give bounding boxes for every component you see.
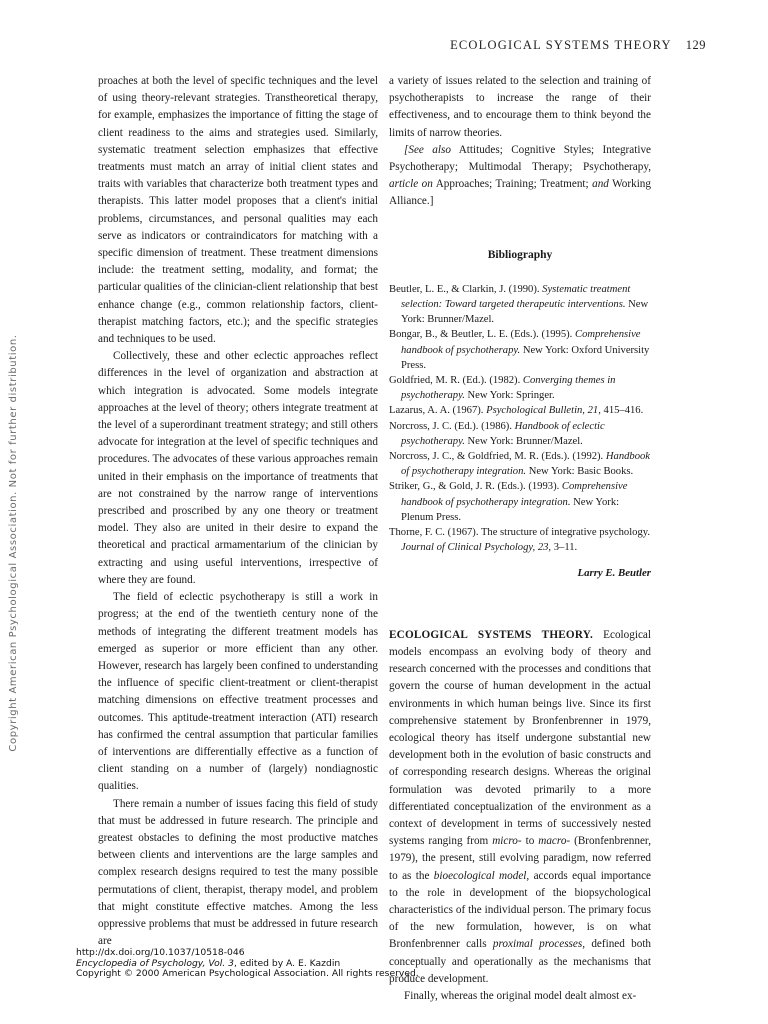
left-paragraph-1: proaches at both the level of specific techniques and the level of using theory-relevant strategies. Transtheoretical therapy, for example, emphasizes the importance of fitting the stage of client readiness to the aims and strategies used. Similarly, systematic treatment selection emphasizes that effective treatments must match an array of initial client states and traits with variables that characterize both treatment types and therapists. This latter model proposes that a client's initial problems, circumstances, and personal qualities may each serve as indicators or contraindicators for matching with a specific dimension of treatment. These treatment dimensions include: the treatment setting, modality, and format; the particular qualities of the clinician-client relationship that best enhance change (e.g., common relationship factors, client-therapist matching factors, etc.); and the specific strategies and techniques to be used. [98,75,378,346]
see-also-items-2: Approaches; Training; Treatment; [435,178,589,191]
entry-paragraph-2: Finally, whereas the original model dealt almost ex- [404,989,637,1002]
bib-authors: Lazarus, A. A. (1967). [389,405,484,417]
copyright-line: Copyright © 2000 American Psychological Association. All rights reserved. [76,968,419,980]
entry-term-proximal: proximal processes, [492,938,586,951]
right-column [389,73,651,1005]
bib-publisher: New York: Oxford University Press. [401,344,650,371]
bib-authors: Bongar, B., & Beutler, L. E. (Eds.). (1995). [389,329,573,341]
page-footer [76,948,419,980]
entry-text: defined both conceptually and operationally as the mechanisms that produce development. [389,938,652,985]
entry-text: to [525,835,535,848]
bib-authors: Goldfried, M. R. (Ed.). (1982). [389,375,521,387]
entry-text: (Bronfenbrenner, 1979), the present, still evolving paradigm, now referred to as the [389,835,652,882]
bibliography-entry [389,327,651,373]
bib-authors: Norcross, J. C. (Ed.). (1986). [389,420,512,432]
bibliography-heading: Bibliography [487,248,553,261]
bib-title: Handbook of psychotherapy integration. [401,451,651,478]
see-also-prefix: [See also [404,143,451,156]
bibliography-entry [389,419,651,449]
see-also-article: article [389,178,419,191]
bib-publisher: New York: Brunner/Mazel. [467,435,583,447]
bibliography-entry [389,479,651,525]
page-number: 129 [685,38,706,52]
bib-authors: Striker, G., & Gold, J. R. (Eds.). (1993). [389,481,560,493]
bibliography-entry [389,282,651,328]
bib-publisher: 415–416. [603,405,644,417]
side-copyright-notice: Copyright American Psychological Association. Not for further distribution. [8,334,19,752]
bib-publisher: New York: Basic Books. [528,466,634,478]
see-also-on: on [421,178,433,191]
running-title: ECOLOGICAL SYSTEMS THEORY [450,38,672,52]
bib-title: Converging themes in psychotherapy. [401,375,616,402]
bib-title: Systematic treatment selection: Toward targeted therapeutic interventions. [401,283,631,311]
running-head [450,38,706,53]
author-signature: Larry E. Beutler [577,567,651,580]
right-intro-paragraph: a variety of issues related to the selection and training of psychotherapists to increase the range of their effectiveness, and to encourage them to think beyond the limits of narrow theories. [389,75,651,139]
see-also-and: and [592,178,609,191]
entry-headword: ECOLOGICAL SYSTEMS THEORY. [389,628,593,641]
entry-text: Ecological models encompass an evolving body of theory and research concerned with the processes and conditions that govern the course of human development in the actual environments in which human beings live. Since its first comprehensive statement by Bronfenbrenner in 1979, ecological theory has itself undergone substantial new development both in the evolution of basic constructs and of corresponding research designs. Whereas the original formulation was devoted primarily to a more differentiated conceptualization of the environment as a context of development in terms of successively nested systems ranging from [389,628,651,848]
bib-publisher: New York: Springer. [467,390,555,402]
bib-title: Comprehensive handbook of psychotherapy integration. [401,481,628,508]
bib-title: Psychological Bulletin, 21, [486,405,601,417]
left-paragraph-2: Collectively, these and other eclectic approaches reflect differences in the level of organization and abstraction at which integration is advocated. Some models integrate approaches at the level of theory; others integrate treatment at the level of a superordinant treatment strategy; and still others advocate for integration at the level of specific techniques and procedures. The advocates of these various approaches remain united in their emphasis on the importance of treatments that are not constrained by the narrow range of interventions prescribed and proscribed by any one theory or treatment model. They also are united in their desire to expand the theoretical and practical armamentarium of the clinician by extracting and using useful interventions, irrespective of where they are found. [98,350,378,586]
bib-publisher: New York: Brunner/Mazel. [401,299,649,326]
section-divider [389,583,651,627]
bibliography-entry [389,449,651,479]
left-paragraph-4: There remain a number of issues facing this field of study that must be addressed in future research. The principle and greatest obstacles to defining the most productive matches between clients and interventions are the large samples and complex research designs required to test the many possible permutations of client, therapist, therapy model, and problem that might constitute effective matches. Among the less oppressive problems that must be addressed in future research are [98,797,378,948]
entry-paragraph-1 [389,627,651,988]
bib-publisher: New York: Plenum Press. [401,496,620,523]
see-also-items: Attitudes; Cognitive Styles; Integrative Psychotherapy; Multimodal Therapy; Psychotherapy, [389,143,651,174]
book-title: Encyclopedia of Psychology, Vol. 3 [76,957,234,969]
bib-authors: Norcross, J. C., & Goldfried, M. R. (Eds.). (1992). [389,451,604,463]
see-also-paragraph [389,142,651,211]
left-column [98,73,378,950]
bib-title: Comprehensive handbook of psychotherapy. [401,329,641,356]
bib-title: Handbook of eclectic psychotherapy. [401,420,605,447]
bib-authors: Thorne, F. C. (1967). The structure of integrative psychology. [389,527,650,539]
bibliography-entry [389,525,651,555]
entry-term-macro: macro- [538,835,571,848]
entry-text: accords equal importance to the role in development of the biopsychological characteristics of the individual person. The primary focus of the new formulation, however, is on what Bronfenbrenner calls [389,869,652,951]
bib-title: Journal of Clinical Psychology, 23, [401,542,552,554]
entry-term-bioecological: bioecological model, [433,869,530,882]
see-also-items-3: Working Alliance.] [389,178,651,208]
entry-term-micro: micro- [492,835,522,848]
bibliography-entry [389,373,651,403]
bib-authors: Beutler, L. E., & Clarkin, J. (1990). [389,283,540,295]
book-editor: , edited by A. E. Kazdin [233,957,341,969]
doi-link[interactable]: http://dx.doi.org/10.1037/10518-046 [76,947,245,958]
bib-publisher: 3–11. [553,542,578,554]
bibliography-entry [389,403,651,418]
left-paragraph-3: The field of eclectic psychotherapy is still a work in progress; at the end of the twentieth century none of the methods of integrating the different treatment models has emerged as superior or more efficient than any other. However, research has largely been confined to understanding the influence of specific client-treatment or client-therapist matching dimensions on effective treatment processes and outcomes. This aptitude-treatment interaction (ATI) research has confirmed the central assumption that particular families of interventions are differentially effective as a function of client standing on a number of (largely) nondiagnostic qualities. [98,591,378,793]
